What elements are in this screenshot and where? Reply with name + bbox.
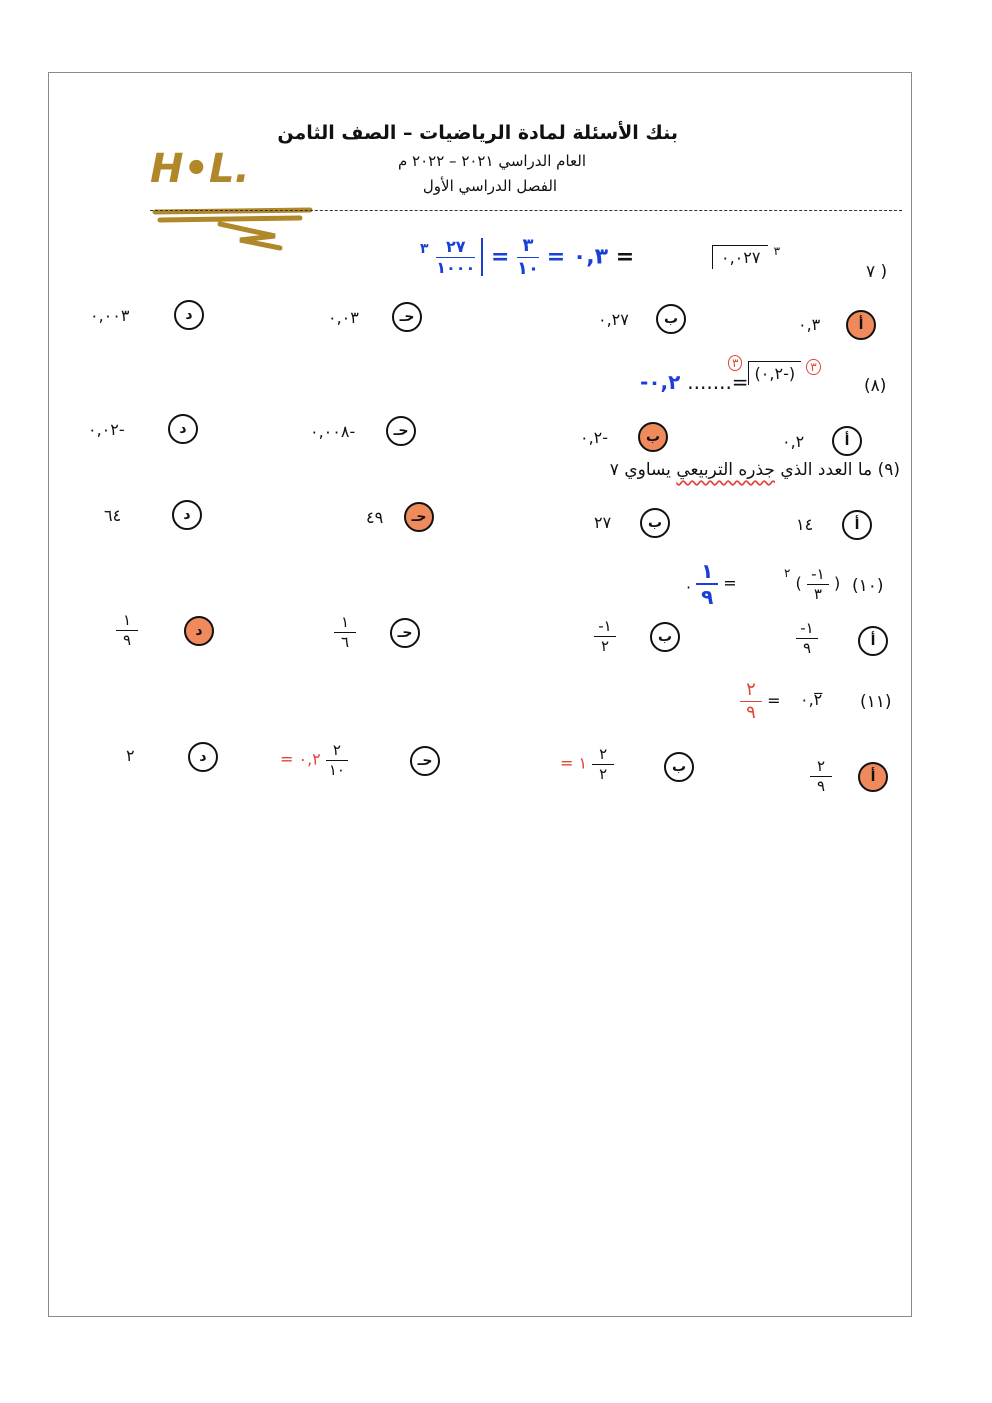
q8-option-d-marker[interactable]: د <box>168 414 198 444</box>
q10-option-a-marker[interactable]: أ <box>858 626 888 656</box>
q10-option-c-num: ١ <box>340 613 350 631</box>
q10-option-a-num: -١ <box>800 619 814 637</box>
q11-option-c-note: = ٠,٢ <box>280 749 321 769</box>
q9-option-c-marker[interactable]: حـ <box>404 502 434 532</box>
q11-option-b-marker[interactable]: ب <box>664 752 694 782</box>
q10-base-num: -١ <box>811 565 825 583</box>
q10-power: ٢ <box>784 565 791 580</box>
q11-option-a-marker[interactable]: أ <box>858 762 888 792</box>
q8-option-a-text: ٠,٢ <box>782 432 805 451</box>
q7-work-frac-num: ٣ <box>522 235 534 256</box>
q9-option-a-text: ١٤ <box>796 515 814 534</box>
q7-work-root-fraction <box>436 238 483 276</box>
school-year: العام الدراسي ٢٠٢١ – ٢٠٢٢ م <box>397 152 587 170</box>
q7-work-result: ٠,٣ <box>572 244 609 270</box>
q7-blue-working: ٠,٣ = $\frac{٣}{١٠}$ = $\frac{٢٧}{١٠٠٠}$ $^٣$ = <box>420 235 635 279</box>
q10-number: (١٠) <box>852 576 884 596</box>
q9-question <box>560 460 900 480</box>
q11-working: $\frac{٢}{٩}$ = <box>740 680 781 723</box>
q11-work-num: ٢ <box>746 679 756 700</box>
q9-option-b-marker[interactable]: ب <box>640 508 670 538</box>
q8-option-c-text: -٠,٠٠٨ <box>310 422 356 441</box>
q10-option-c-value <box>334 614 356 650</box>
q7-option-b-text: ٠,٢٧ <box>598 310 629 329</box>
q11-expression: ٠,٢̅ <box>800 690 823 709</box>
header-divider <box>150 210 902 211</box>
q10-option-d-num: ١ <box>122 611 132 629</box>
q10-working: . $\frac{١}{٩}$ = <box>686 559 737 609</box>
q8-option-b-text: -٠,٢ <box>580 428 609 447</box>
q7-radicand: ٠,٠٢٧ <box>712 245 768 269</box>
q9-number: (٩) <box>877 460 900 480</box>
q11-option-c-num: ٢ <box>332 741 341 759</box>
q11-option-b-den: ٢ <box>599 764 608 783</box>
q7-cube-root <box>712 244 781 267</box>
page-title: بنك الأسئلة لمادة الرياضيات – الصف الثامن <box>277 122 678 144</box>
handwritten-initials: H•L. <box>150 146 250 192</box>
q10-work-num: ١ <box>701 559 714 583</box>
q11-option-b-value <box>560 746 614 782</box>
q7-option-a-marker[interactable]: أ <box>846 310 876 340</box>
q11-option-c-den: ١٠ <box>328 760 345 779</box>
q10-expression: $^٢$ ( $\frac{-١}{٣}$ ) <box>784 565 841 603</box>
q8-option-d-text: -٠,٠٢ <box>88 420 125 439</box>
q11-option-d-marker[interactable]: د <box>188 742 218 772</box>
q9-text-b: جذره التربيعي <box>676 460 775 480</box>
q7-work-num: ٢٧ <box>445 237 466 257</box>
q7-option-b-marker[interactable]: ب <box>656 304 686 334</box>
q10-option-d-marker[interactable]: د <box>184 616 214 646</box>
q7-option-c-marker[interactable]: حـ <box>392 302 422 332</box>
q7-option-d-marker[interactable]: د <box>174 300 204 330</box>
q8-root-index: ٣ <box>806 359 820 375</box>
q11-option-b-num: ٢ <box>599 745 608 763</box>
q9-option-a-marker[interactable]: أ <box>842 510 872 540</box>
q10-base-den: ٣ <box>813 584 822 603</box>
q10-option-a-den: ٩ <box>802 638 812 657</box>
q7-option-a-text: ٠,٣ <box>798 315 821 334</box>
q7-work-fraction <box>517 236 539 279</box>
q11-work-den: ٩ <box>746 701 756 723</box>
q7-work-frac-den: ١٠ <box>517 257 540 279</box>
q8-blue-working: -٠,٢ .......= <box>640 370 749 394</box>
q10-option-a-value <box>796 620 818 656</box>
q10-option-c-den: ٦ <box>340 632 350 651</box>
q11-number: (١١) <box>860 692 892 712</box>
q7-work-index: ٣ <box>420 241 429 258</box>
q9-option-d-text: ٦٤ <box>104 506 122 525</box>
q7-root-index: ٣ <box>773 244 781 258</box>
q8-option-b-marker[interactable]: ب <box>638 422 668 452</box>
q10-option-b-den: ٢ <box>600 636 610 655</box>
q11-option-d-text: ٢ <box>126 746 135 765</box>
q9-option-d-marker[interactable]: د <box>172 500 202 530</box>
gold-underline-scribble <box>150 196 320 256</box>
q10-option-b-value <box>594 618 616 654</box>
q10-option-b-num: -١ <box>598 617 612 635</box>
q8-option-c-marker[interactable]: حـ <box>386 416 416 446</box>
q10-option-c-marker[interactable]: حـ <box>390 618 420 648</box>
q8-work-result: -٠,٢ <box>640 370 681 394</box>
q8-power: ٣ <box>728 355 742 371</box>
q10-option-d-den: ٩ <box>122 630 132 649</box>
q7-number: ( ٧ <box>866 262 888 282</box>
q11-option-b-note: = ١ <box>560 753 588 773</box>
q9-option-b-text: ٢٧ <box>594 513 612 532</box>
q11-option-c-value <box>280 742 348 778</box>
q8-option-a-marker[interactable]: أ <box>832 426 862 456</box>
q7-option-d-text: ٠,٠٠٣ <box>90 306 130 325</box>
q7-work-den: ١٠٠٠ <box>436 257 476 277</box>
q11-work-fraction <box>740 680 762 723</box>
q8-number: (٨) <box>864 376 887 396</box>
q10-option-b-marker[interactable]: ب <box>650 622 680 652</box>
q11-option-a-den: ٩ <box>816 776 826 795</box>
q9-option-c-text: ٤٩ <box>366 508 384 527</box>
term-label: الفصل الدراسي الأول <box>422 177 558 195</box>
q8-radicand: (-٠,٢) <box>748 361 802 385</box>
q11-option-a-num: ٢ <box>816 757 826 775</box>
q10-work-den: ٩ <box>701 585 714 609</box>
q9-text-a: ما العدد الذي <box>774 460 873 480</box>
q10-work-fraction <box>696 560 718 608</box>
q10-option-d-value <box>116 612 138 648</box>
q7-option-c-text: ٠,٠٣ <box>328 308 359 327</box>
q9-text-c: يساوي ٧ <box>609 460 677 480</box>
q10-base-fraction <box>807 566 829 602</box>
q11-option-a-value <box>810 758 832 794</box>
q11-option-c-marker[interactable]: حـ <box>410 746 440 776</box>
